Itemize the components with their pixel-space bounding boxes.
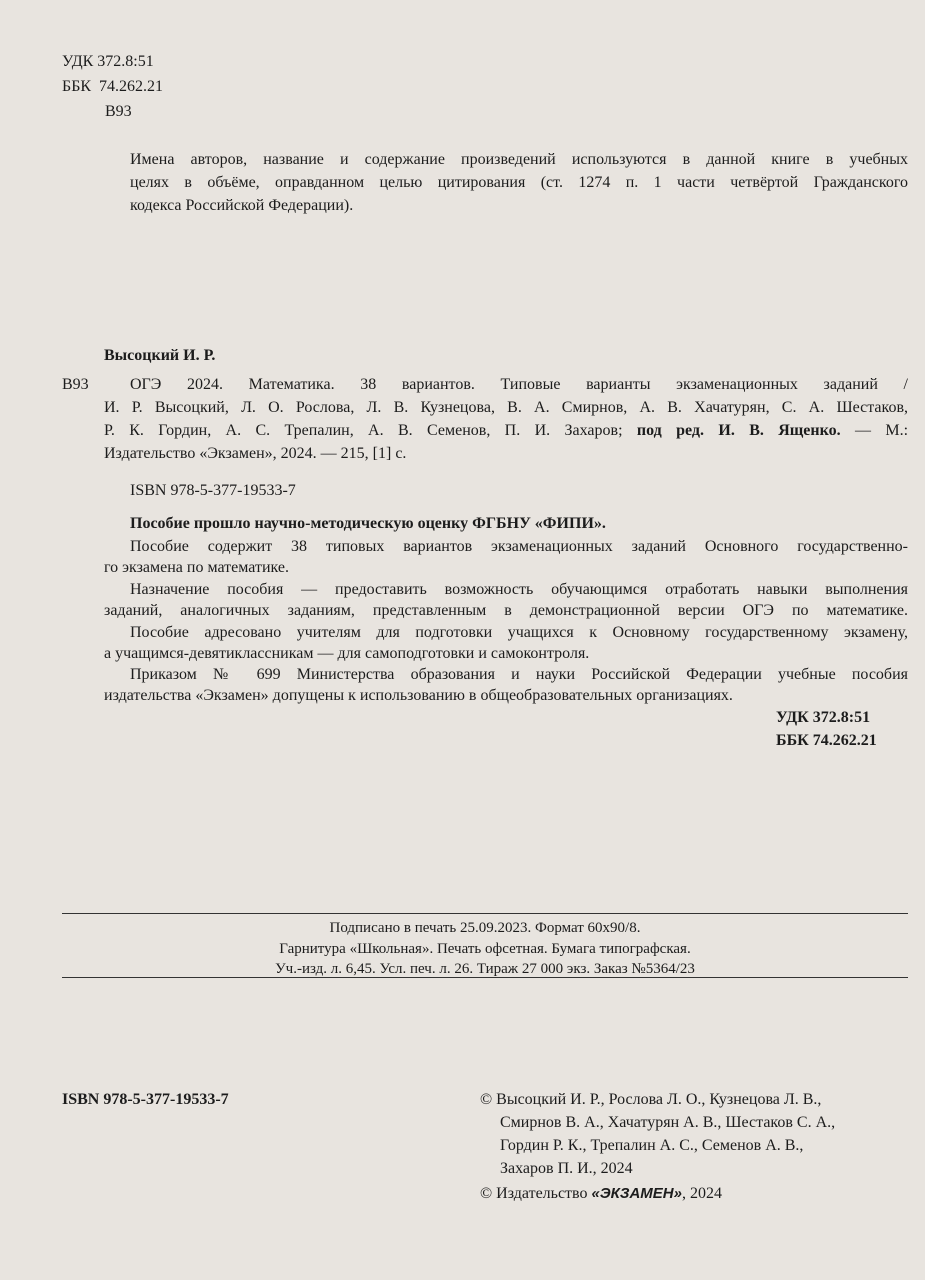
annotation-p2-l2: заданий, аналогичных заданиям, представленным в демонстрационной версии ОГЭ по математике. bbox=[104, 602, 908, 619]
biblio-isbn: ISBN 978-5-377-19533-7 bbox=[130, 482, 296, 499]
bbk-code: ББК 74.262.21 bbox=[62, 78, 164, 95]
copyright-line-2: Смирнов В. А., Хачатурян А. В., Шестаков С. А., bbox=[500, 1114, 836, 1131]
annotation-p4-l2: издательства «Экзамен» допущены к использованию в общеобразовательных организациях. bbox=[104, 687, 733, 704]
annotation-p4-l1: Приказом № 699 Министерства образования и науки Российской Федерации учебные пособия bbox=[130, 666, 908, 683]
biblio-line-2: И. Р. Высоцкий, Л. О. Рослова, Л. В. Кузнецова, В. А. Смирнов, А. В. Хачатурян, С. А. Шестаков, bbox=[104, 399, 908, 416]
copyright-line-3: Гордин Р. К., Трепалин А. С., Семенов А. В., bbox=[500, 1137, 804, 1154]
annotation-bold-line: Пособие прошло научно-методическую оценку ФГБНУ «ФИПИ». bbox=[130, 515, 606, 532]
biblio-editor: под ред. И. В. Ященко. bbox=[636, 422, 841, 439]
biblio-line-3-end: — М.: bbox=[855, 422, 909, 439]
copyright-publisher bbox=[480, 1184, 722, 1204]
publisher-brand: «ЭКЗАМЕН» bbox=[591, 1185, 682, 1202]
biblio-line-3-start: Р. К. Гордин, А. С. Трепалин, А. В. Семенов, П. И. Захаров; bbox=[104, 422, 623, 439]
annotation-p1-l2: го экзамена по математике. bbox=[104, 559, 289, 576]
annotation-udk: УДК 372.8:51 bbox=[776, 709, 871, 726]
biblio-line-3 bbox=[104, 421, 908, 441]
annotation-p2-l1: Назначение пособия — предоставить возможность обучающимся отработать навыки выполнения bbox=[130, 581, 908, 598]
author-sign: В93 bbox=[105, 103, 132, 120]
notice-line-3: кодекса Российской Федерации). bbox=[130, 197, 354, 214]
annotation-p3-l1: Пособие адресовано учителям для подготовки учащихся к Основному государственному экзамену, bbox=[130, 624, 908, 641]
copyright-publisher-post: , 2024 bbox=[681, 1185, 722, 1202]
biblio-author: Высоцкий И. Р. bbox=[104, 347, 216, 364]
udk-code: УДК 372.8:51 bbox=[62, 53, 154, 70]
imprint-line-2: Гарнитура «Школьная». Печать офсетная. Бумага типографская. bbox=[279, 941, 691, 957]
biblio-line-1: ОГЭ 2024. Математика. 38 вариантов. Типовые варианты экзаменационных заданий / bbox=[130, 376, 908, 393]
footer-isbn: ISBN 978-5-377-19533-7 bbox=[62, 1091, 229, 1108]
annotation-p1-l1: Пособие содержит 38 типовых вариантов экзаменационных заданий Основного государственно- bbox=[130, 538, 908, 555]
biblio-code: В93 bbox=[62, 376, 89, 393]
annotation-p3-l2: а учащимся-девятиклассникам — для самоподготовки и самоконтроля. bbox=[104, 645, 590, 662]
copyright-line-4: Захаров П. И., 2024 bbox=[500, 1160, 633, 1177]
imprint-bottom-rule bbox=[62, 977, 908, 978]
imprint-line-3: Уч.-изд. л. 6,45. Усл. печ. л. 26. Тираж 27 000 экз. Заказ №5364/23 bbox=[275, 961, 695, 977]
notice-line-1: Имена авторов, название и содержание произведений используются в данной книге в учебных bbox=[130, 151, 908, 168]
copyright-line-1: © Высоцкий И. Р., Рослова Л. О., Кузнецова Л. В., bbox=[480, 1091, 822, 1108]
notice-line-2: целях в объёме, оправданном целью цитирования (ст. 1274 п. 1 части четвёртой Гражданского bbox=[130, 174, 908, 191]
imprint-line-1: Подписано в печать 25.09.2023. Формат 60х90/8. bbox=[329, 920, 641, 936]
biblio-line-4: Издательство «Экзамен», 2024. — 215, [1] с. bbox=[104, 445, 407, 462]
imprint-top-rule bbox=[62, 913, 908, 914]
annotation-bbk: ББК 74.262.21 bbox=[776, 732, 877, 749]
copyright-publisher-pre: © Издательство bbox=[480, 1185, 592, 1202]
